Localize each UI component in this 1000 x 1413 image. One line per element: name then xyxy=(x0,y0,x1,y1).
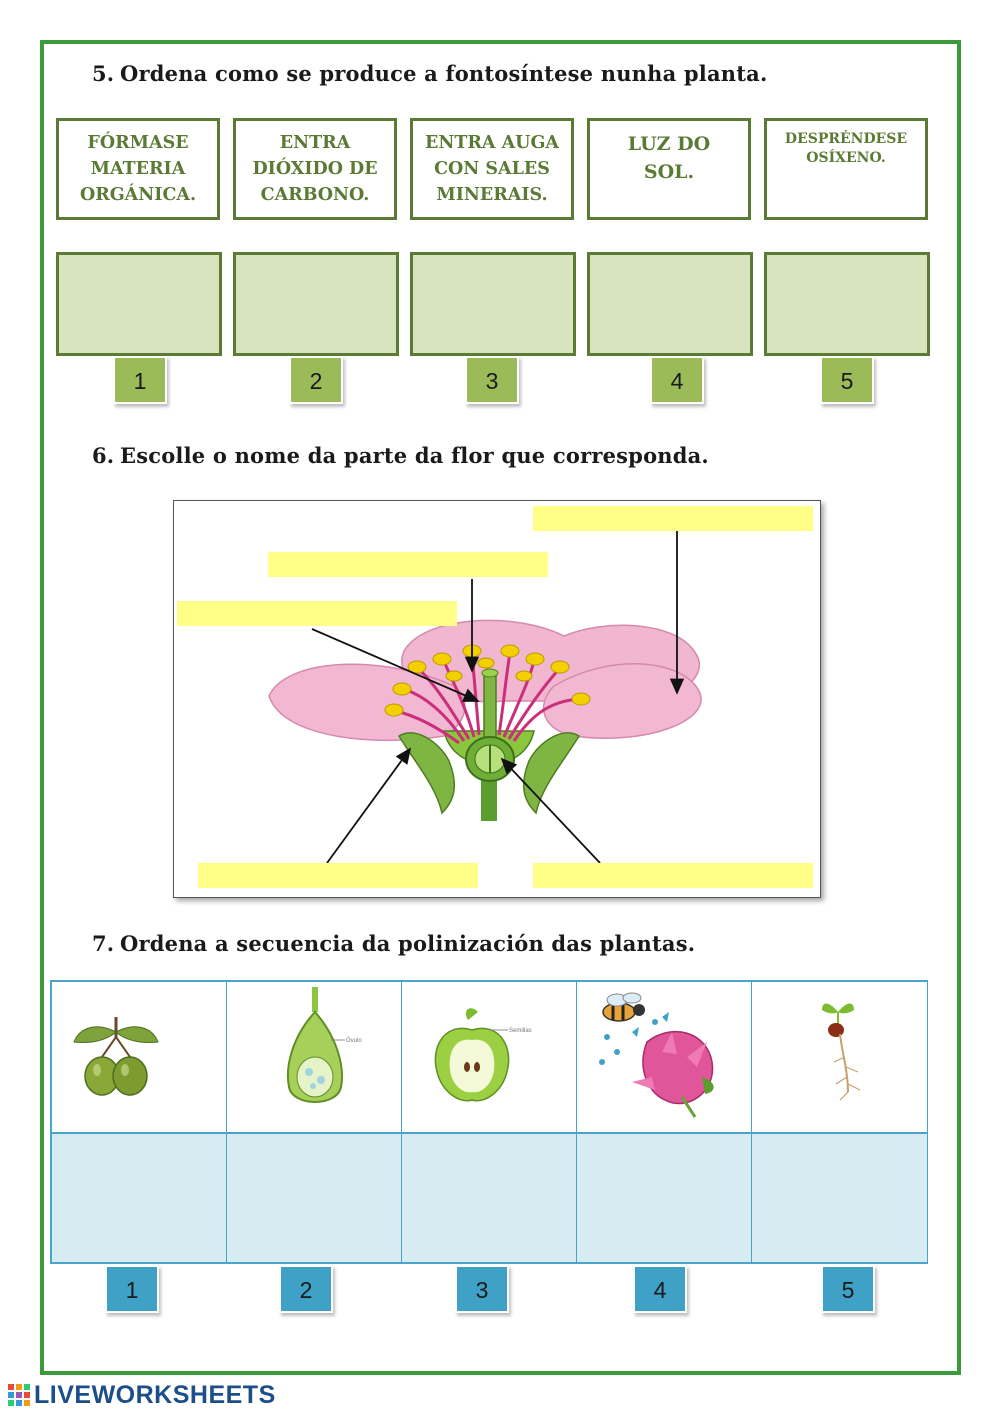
flower-diagram xyxy=(173,500,821,898)
image-apple[interactable] xyxy=(402,982,577,1132)
slot-number: 2 xyxy=(289,356,343,404)
sequence-slot-2[interactable] xyxy=(227,1132,402,1262)
answer-box-pistil[interactable] xyxy=(268,552,548,577)
sepal-left xyxy=(399,733,454,813)
sequence-number: 5 xyxy=(821,1265,875,1313)
sequence-number: 4 xyxy=(633,1265,687,1313)
sequence-number: 1 xyxy=(105,1265,159,1313)
question-7-title: 7. Ordena a secuencia da polinización das plantas. xyxy=(92,931,696,956)
sequence-number: 2 xyxy=(279,1265,333,1313)
logo-grid-icon xyxy=(8,1384,30,1406)
image-germinating-seed[interactable] xyxy=(752,982,927,1132)
sequence-slot-3[interactable] xyxy=(402,1132,577,1262)
slot-number: 1 xyxy=(113,356,167,404)
card-organic-matter[interactable]: FÓRMASE MATERIA ORGÁNICA. xyxy=(56,118,220,220)
answer-box-petal[interactable] xyxy=(533,506,813,531)
sequence-slot-4[interactable] xyxy=(577,1132,752,1262)
stigma xyxy=(482,669,498,677)
question-6-title: 6. Escolle o nome da parte da flor que corresponda. xyxy=(92,443,709,468)
answer-box-sepal[interactable] xyxy=(198,863,478,888)
drop-slot-5[interactable] xyxy=(764,252,930,356)
sequence-slot-5[interactable] xyxy=(752,1132,927,1262)
slot-number: 3 xyxy=(465,356,519,404)
ovary-caption: Óvulo xyxy=(346,1038,362,1044)
answer-box-ovary[interactable] xyxy=(533,863,813,888)
brand-name: LIVEWORKSHEETS xyxy=(34,1380,276,1409)
image-fruit-olives[interactable] xyxy=(52,982,227,1132)
sequence-slot-1[interactable] xyxy=(52,1132,227,1262)
question-5-title: 5. Ordena como se produce a fontosíntese nunha planta. xyxy=(92,61,768,86)
seeds-caption: Semillas xyxy=(509,1028,532,1034)
sequence-number: 3 xyxy=(455,1265,509,1313)
card-carbon-dioxide[interactable]: ENTRA DIÓXIDO DE CARBONO. xyxy=(233,118,397,220)
slot-number: 4 xyxy=(650,356,704,404)
card-water-minerals[interactable]: ENTRA AUGA CON SALES MINERAIS. xyxy=(410,118,574,220)
slot-number: 5 xyxy=(820,356,874,404)
image-bee-pollination[interactable] xyxy=(577,982,752,1132)
drop-slot-2[interactable] xyxy=(233,252,399,356)
style xyxy=(484,673,496,743)
drop-slot-1[interactable] xyxy=(56,252,222,356)
answer-box-stamen[interactable] xyxy=(177,601,457,626)
drop-slot-4[interactable] xyxy=(587,252,753,356)
pollination-table xyxy=(50,980,928,1264)
liveworksheets-logo[interactable] xyxy=(8,1382,276,1408)
card-oxygen[interactable]: DESPRÉNDESE OSÍXENO. xyxy=(764,118,928,220)
sepal-right xyxy=(524,733,579,813)
card-sunlight[interactable]: LUZ DO SOL. xyxy=(587,118,751,220)
drop-slot-3[interactable] xyxy=(410,252,576,356)
image-ovule[interactable] xyxy=(227,982,402,1132)
